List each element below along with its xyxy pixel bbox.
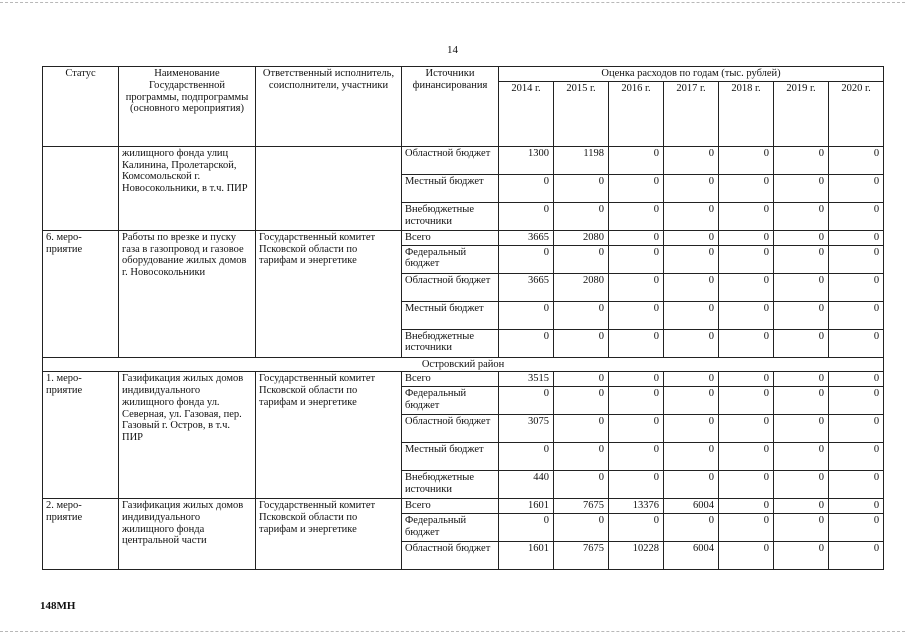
cell-value: 0: [554, 329, 609, 357]
cell-value: 0: [774, 471, 829, 499]
header-year: 2017 г.: [664, 81, 719, 146]
cell-value: 0: [554, 245, 609, 273]
header-status: Статус: [43, 67, 119, 147]
cell-value: 0: [774, 443, 829, 471]
cell-value: 0: [829, 245, 884, 273]
cell-value: 0: [554, 387, 609, 415]
cell-value: 0: [609, 415, 664, 443]
cell-funding-source: Областной бюджет: [402, 273, 499, 301]
cell-value: 0: [609, 301, 664, 329]
table-row: [43, 230, 884, 245]
funding-table: [42, 66, 884, 570]
document-code: 148МН: [40, 600, 76, 612]
cell-value: 0: [609, 443, 664, 471]
cell-value: 0: [609, 329, 664, 357]
cell-program-name: Газификация жилых домов индивидуального жилищного фонда центральной части: [119, 499, 256, 570]
cell-value: 0: [774, 541, 829, 569]
cell-value: 0: [719, 541, 774, 569]
cell-value: 0: [829, 499, 884, 514]
cell-value: 440: [499, 471, 554, 499]
cell-value: 0: [719, 415, 774, 443]
cell-value: 0: [774, 230, 829, 245]
cell-value: 0: [609, 245, 664, 273]
header-costs: Оценка расходов по годам (тыс. рублей): [499, 67, 884, 82]
scan-edge-bottom: [0, 631, 905, 633]
cell-value: 6004: [664, 499, 719, 514]
cell-value: 0: [719, 387, 774, 415]
cell-value: 0: [829, 415, 884, 443]
cell-value: 0: [499, 202, 554, 230]
cell-value: 3665: [499, 230, 554, 245]
cell-funding-source: Федеральный бюджет: [402, 513, 499, 541]
cell-value: 1300: [499, 146, 554, 174]
cell-value: 0: [664, 273, 719, 301]
cell-value: 0: [554, 174, 609, 202]
cell-value: 1601: [499, 499, 554, 514]
cell-value: 0: [829, 387, 884, 415]
cell-value: 0: [499, 301, 554, 329]
header-year: 2016 г.: [609, 81, 664, 146]
cell-funding-source: Местный бюджет: [402, 174, 499, 202]
cell-program-name: Работы по врезке и пуску газа в газопровод и газовое оборудование жилых домов г. Новосокольники: [119, 230, 256, 357]
header-year: 2015 г.: [554, 81, 609, 146]
header-year: 2020 г.: [829, 81, 884, 146]
cell-value: 0: [609, 513, 664, 541]
cell-value: 0: [664, 202, 719, 230]
cell-value: 0: [609, 471, 664, 499]
cell-value: 3075: [499, 415, 554, 443]
cell-value: 0: [664, 387, 719, 415]
cell-value: 0: [829, 372, 884, 387]
cell-value: 0: [774, 387, 829, 415]
header-source: Источники финансирования: [402, 67, 499, 147]
cell-value: 0: [499, 329, 554, 357]
cell-value: 0: [499, 174, 554, 202]
cell-value: 0: [664, 146, 719, 174]
cell-program-name: Газификация жилых домов индивидуального жилищного фонда ул. Северная, ул. Газовая, пер. Газовый г. Остров, в т.ч. ПИР: [119, 372, 256, 499]
cell-status: 6. меро-приятие: [43, 230, 119, 357]
table-row: [43, 372, 884, 387]
cell-value: 0: [774, 329, 829, 357]
cell-value: 1198: [554, 146, 609, 174]
cell-value: 2080: [554, 273, 609, 301]
cell-value: 2080: [554, 230, 609, 245]
cell-value: 0: [774, 273, 829, 301]
cell-value: 13376: [609, 499, 664, 514]
cell-value: 0: [554, 415, 609, 443]
header-year: 2018 г.: [719, 81, 774, 146]
region-title: Островский район: [43, 357, 884, 372]
cell-value: 0: [829, 202, 884, 230]
cell-funding-source: Внебюджетные источники: [402, 329, 499, 357]
cell-value: 0: [774, 146, 829, 174]
cell-value: 0: [829, 471, 884, 499]
header-year: 2014 г.: [499, 81, 554, 146]
cell-value: 0: [664, 245, 719, 273]
cell-funding-source: Местный бюджет: [402, 301, 499, 329]
cell-value: 0: [719, 499, 774, 514]
table-row: [43, 499, 884, 514]
cell-value: 0: [829, 329, 884, 357]
cell-status: 1. меро-приятие: [43, 372, 119, 499]
cell-funding-source: Федеральный бюджет: [402, 387, 499, 415]
cell-value: 0: [719, 273, 774, 301]
cell-value: 0: [499, 443, 554, 471]
cell-value: 3665: [499, 273, 554, 301]
cell-value: 0: [829, 174, 884, 202]
cell-value: 1601: [499, 541, 554, 569]
cell-funding-source: Областной бюджет: [402, 146, 499, 174]
cell-value: 0: [664, 174, 719, 202]
cell-value: 3515: [499, 372, 554, 387]
cell-funding-source: Внебюджетные источники: [402, 471, 499, 499]
cell-funding-source: Внебюджетные источники: [402, 202, 499, 230]
cell-executor: [256, 146, 402, 230]
cell-value: 0: [609, 146, 664, 174]
table-row: [43, 146, 884, 174]
cell-value: 0: [609, 202, 664, 230]
cell-value: 0: [719, 174, 774, 202]
cell-value: 0: [774, 499, 829, 514]
cell-funding-source: Областной бюджет: [402, 541, 499, 569]
cell-funding-source: Федеральный бюджет: [402, 245, 499, 273]
scan-edge-top: [0, 2, 905, 4]
cell-value: 0: [664, 471, 719, 499]
cell-value: 0: [554, 301, 609, 329]
cell-value: 0: [499, 513, 554, 541]
header-name: Наименование Государственной программы, подпрограммы (основного мероприятия): [119, 67, 256, 147]
cell-value: 0: [664, 301, 719, 329]
cell-value: 0: [829, 513, 884, 541]
cell-value: 0: [719, 372, 774, 387]
cell-funding-source: Местный бюджет: [402, 443, 499, 471]
cell-value: 0: [774, 372, 829, 387]
cell-value: 0: [774, 513, 829, 541]
cell-funding-source: Всего: [402, 372, 499, 387]
cell-value: 0: [829, 301, 884, 329]
cell-value: 0: [774, 245, 829, 273]
cell-value: 0: [554, 471, 609, 499]
cell-value: 0: [719, 513, 774, 541]
cell-value: 0: [719, 301, 774, 329]
cell-value: 0: [829, 230, 884, 245]
cell-value: 0: [609, 230, 664, 245]
cell-executor: Государственный комитет Псковской области по тарифам и энергетике: [256, 230, 402, 357]
cell-funding-source: Всего: [402, 230, 499, 245]
cell-value: 0: [609, 372, 664, 387]
cell-value: 0: [774, 415, 829, 443]
cell-executor: Государственный комитет Псковской области по тарифам и энергетике: [256, 499, 402, 570]
cell-funding-source: Областной бюджет: [402, 415, 499, 443]
cell-value: 0: [664, 329, 719, 357]
cell-value: 0: [829, 443, 884, 471]
header-year: 2019 г.: [774, 81, 829, 146]
cell-value: 0: [829, 273, 884, 301]
cell-value: 0: [554, 202, 609, 230]
cell-value: 7675: [554, 541, 609, 569]
cell-value: 0: [499, 245, 554, 273]
cell-value: 0: [609, 387, 664, 415]
cell-value: 0: [664, 415, 719, 443]
cell-value: 0: [719, 230, 774, 245]
cell-value: 0: [774, 301, 829, 329]
cell-value: 0: [554, 443, 609, 471]
cell-value: 6004: [664, 541, 719, 569]
region-header-row: [43, 357, 884, 372]
cell-value: 0: [664, 230, 719, 245]
cell-value: 0: [774, 202, 829, 230]
cell-value: 0: [664, 443, 719, 471]
cell-value: 0: [499, 387, 554, 415]
cell-value: 0: [719, 471, 774, 499]
cell-value: 0: [719, 329, 774, 357]
page-number: 14: [447, 44, 458, 56]
cell-program-name: жилищного фонда улиц Калинина, Пролетарской, Комсомольской г. Новосокольники, в т.ч. ПИР: [119, 146, 256, 230]
cell-value: 0: [719, 146, 774, 174]
cell-value: 0: [829, 541, 884, 569]
cell-value: 0: [609, 273, 664, 301]
cell-value: 0: [719, 202, 774, 230]
cell-value: 0: [829, 146, 884, 174]
cell-status: [43, 146, 119, 230]
cell-value: 0: [719, 443, 774, 471]
cell-value: 0: [719, 245, 774, 273]
cell-executor: Государственный комитет Псковской области по тарифам и энергетике: [256, 372, 402, 499]
cell-status: 2. меро-приятие: [43, 499, 119, 570]
cell-funding-source: Всего: [402, 499, 499, 514]
cell-value: 0: [554, 513, 609, 541]
cell-value: 0: [664, 513, 719, 541]
cell-value: 0: [664, 372, 719, 387]
cell-value: 0: [554, 372, 609, 387]
cell-value: 0: [774, 174, 829, 202]
cell-value: 7675: [554, 499, 609, 514]
cell-value: 10228: [609, 541, 664, 569]
header-executor: Ответственный исполнитель, соисполнители, участники: [256, 67, 402, 147]
cell-value: 0: [609, 174, 664, 202]
